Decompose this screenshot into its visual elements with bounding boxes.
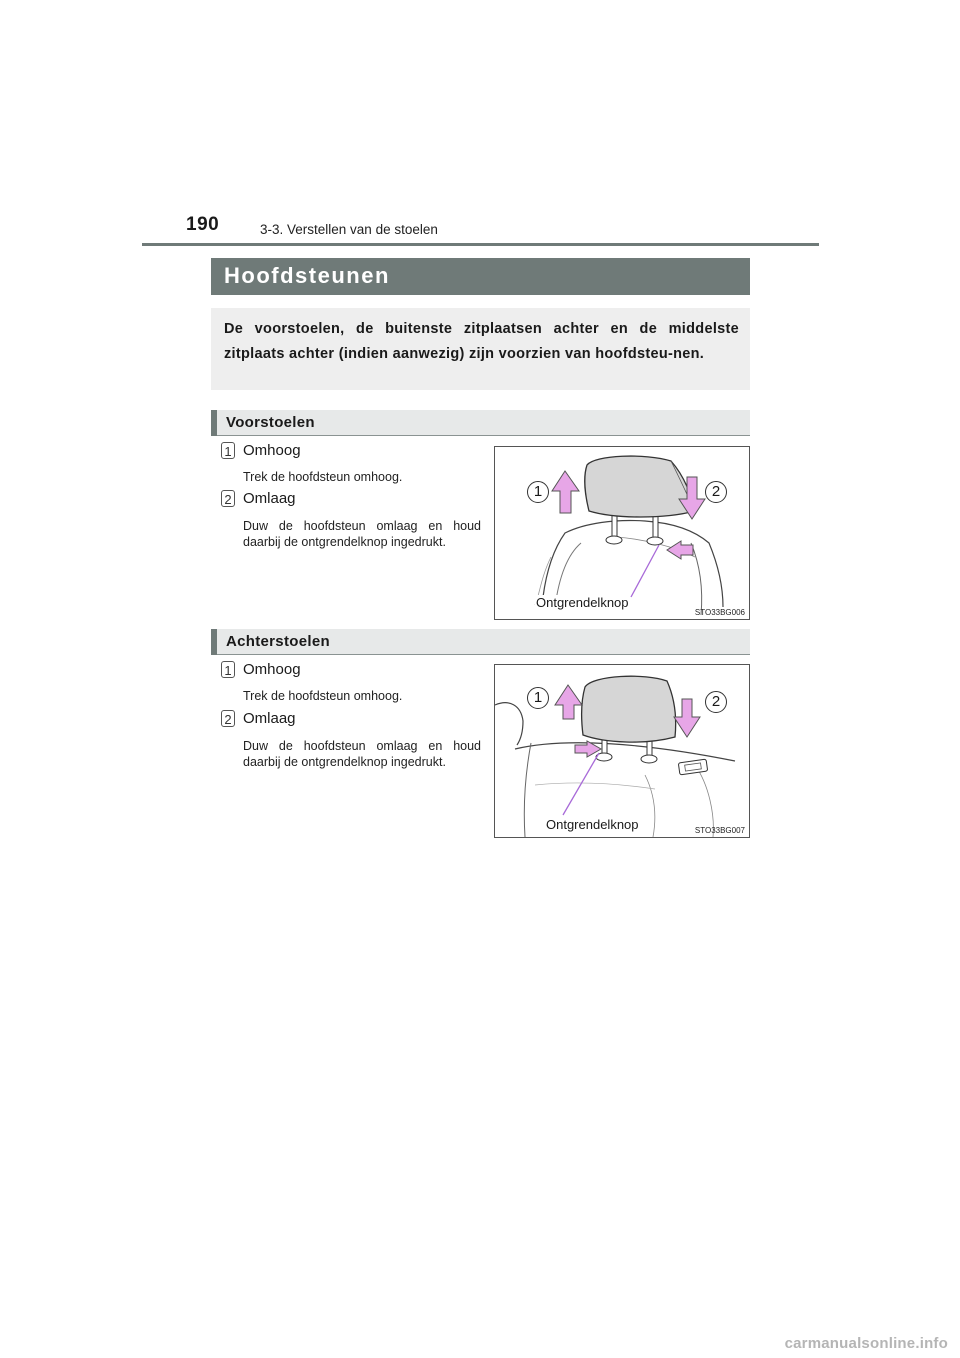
subheading-rear-seats xyxy=(211,629,750,655)
watermark-link[interactable]: carmanualsonline.info xyxy=(784,1335,948,1352)
section-title-bar xyxy=(211,258,750,295)
callout-number-1: 1 xyxy=(527,687,549,709)
step-description: Duw de hoofdsteun omlaag en houd daarbij de ontgrendelknop ingedrukt. xyxy=(243,519,481,549)
front-headrest-illustration xyxy=(494,446,750,620)
figure-code: STO33BG007 xyxy=(694,826,745,835)
step-description: Trek de hoofdsteun omhoog. xyxy=(243,470,403,484)
step-title: Omlaag xyxy=(243,710,296,727)
release-button-label: Ontgrendelknop xyxy=(536,595,629,610)
subheading-label: Achterstoelen xyxy=(226,633,330,650)
subheading-accent xyxy=(211,629,217,655)
release-button-label: Ontgrendelknop xyxy=(546,817,639,832)
subheading-accent xyxy=(211,410,217,436)
step-title: Omlaag xyxy=(243,490,296,507)
intro-box xyxy=(211,308,750,390)
step-title: Omhoog xyxy=(243,661,301,678)
step-number-badge: 1 xyxy=(221,661,235,678)
callout-number-2: 2 xyxy=(705,481,727,503)
header-divider xyxy=(142,243,819,246)
intro-text: De voorstoelen, de buitenste zitplaatsen achter en de middelste zitplaats achter (indien aanwezig) zijn voorzien van hoofdsteu-nen. xyxy=(224,321,739,362)
step-number-badge: 1 xyxy=(221,442,235,459)
step-description: Duw de hoofdsteun omlaag en houd daarbij de ontgrendelknop ingedrukt. xyxy=(243,739,481,769)
rear-headrest-illustration xyxy=(494,664,750,838)
callout-number-1: 1 xyxy=(527,481,549,503)
subheading-label: Voorstoelen xyxy=(226,414,315,431)
step-number-badge: 2 xyxy=(221,490,235,507)
step-title: Omhoog xyxy=(243,442,301,459)
step-description: Trek de hoofdsteun omhoog. xyxy=(243,689,403,703)
breadcrumb: 3-3. Verstellen van de stoelen xyxy=(260,222,438,237)
front-headrest-drawing xyxy=(495,447,749,619)
page-number: 190 xyxy=(186,214,220,235)
callout-number-2: 2 xyxy=(705,691,727,713)
figure-code: STO33BG006 xyxy=(694,608,745,617)
step-number-badge: 2 xyxy=(221,710,235,727)
subheading-front-seats xyxy=(211,410,750,436)
section-title: Hoofdsteunen xyxy=(224,263,390,288)
